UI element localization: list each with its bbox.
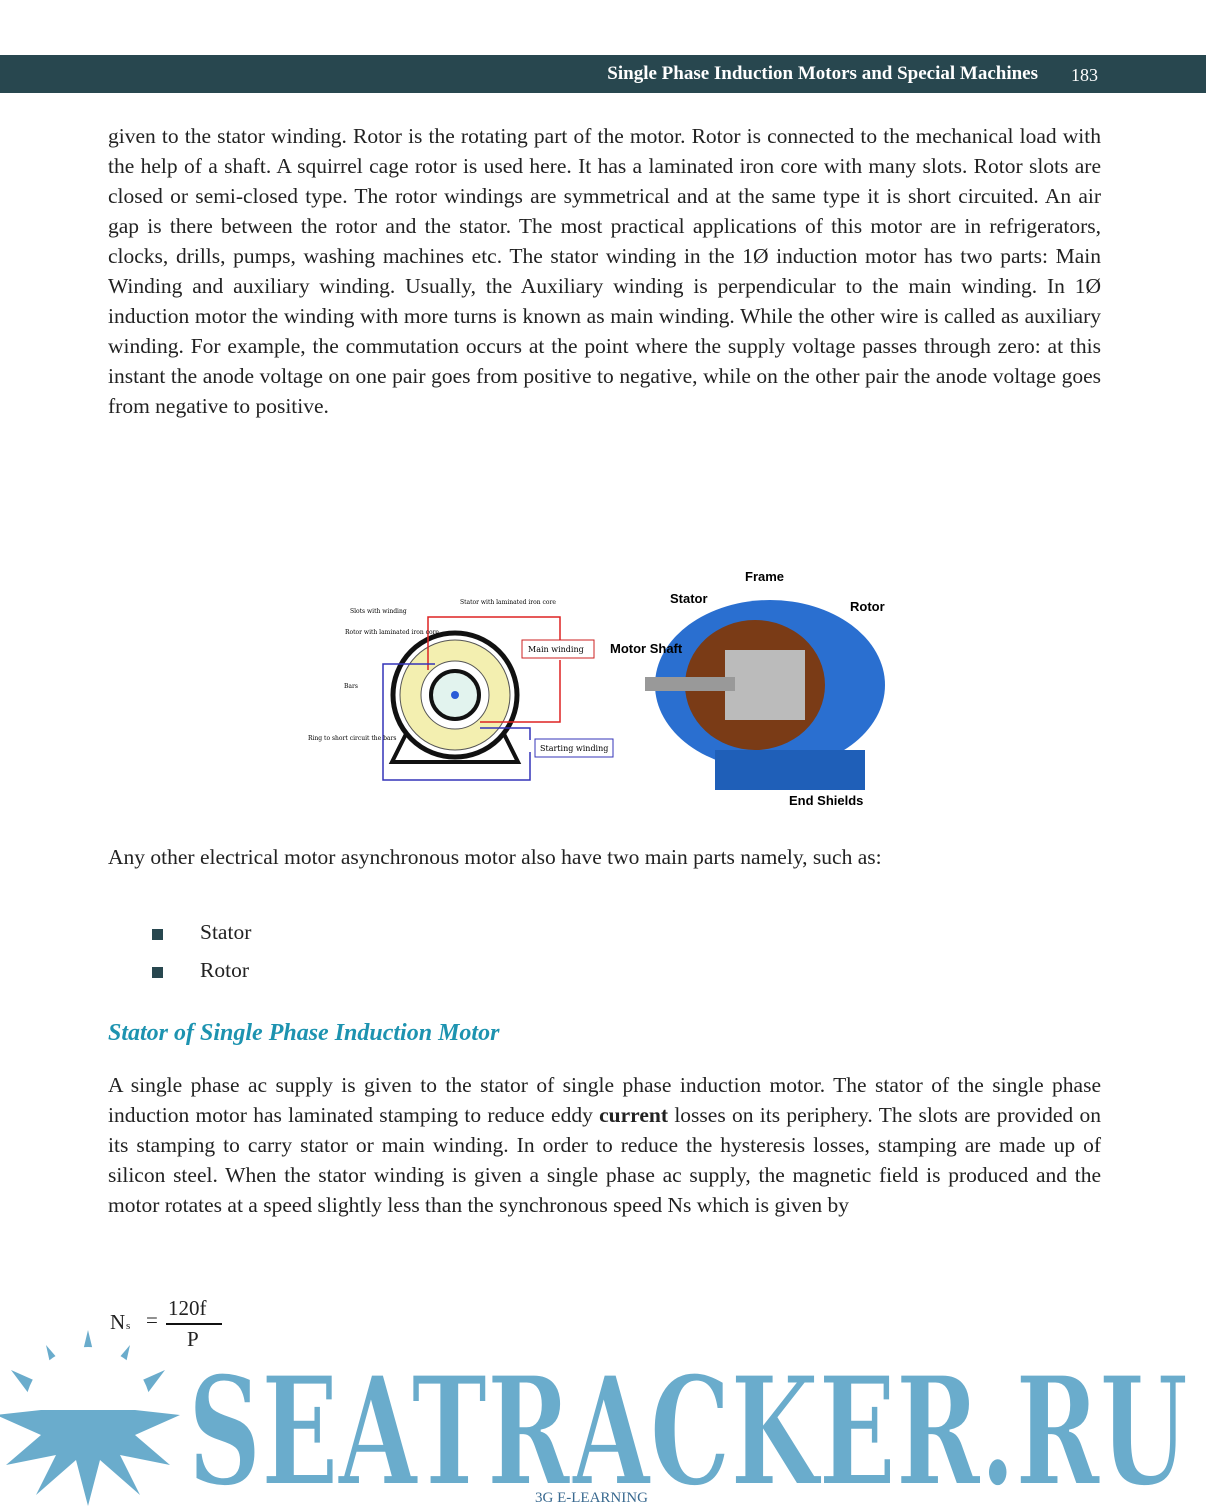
text: A single phase ac supply is given to the stator of single phase induction motor. The stator of the single phase induction motor has laminated stamping to reduce eddy xyxy=(108,1073,1101,1127)
body-paragraph xyxy=(108,1070,1101,1220)
rotor-label: Rotor with laminated iron core xyxy=(345,629,439,636)
main-winding-label: Main winding xyxy=(528,645,584,654)
frame-label: Frame xyxy=(745,569,785,584)
bullet-item xyxy=(152,958,249,983)
end-shields-label: End Shields xyxy=(789,793,864,808)
elearning-logo-text: 3G E-LEARNING xyxy=(535,1490,648,1506)
stator-label: Stator with laminated iron core xyxy=(460,599,556,606)
formula-equals: = xyxy=(146,1308,158,1332)
starting-winding-label: Starting winding xyxy=(540,744,609,753)
section-heading: Stator of Single Phase Induction Motor xyxy=(108,1020,500,1046)
text: losses on its periphery. The slots are provided on its stamping to carry stator or main winding. In order to reduce the hysteresis losses, stamping are made up of silicon steel. When the stator winding is given a single phase ac supply, the magnetic field is produced and the motor rotates at a speed slightly less than the synchronous speed Ns which is given by xyxy=(108,1103,1101,1217)
header-title: Single Phase Induction Motors and Special Machines xyxy=(607,63,1038,84)
bullet-text: Stator xyxy=(200,920,252,944)
stator-photo-label: Stator xyxy=(670,591,708,606)
page-header xyxy=(0,55,1206,93)
body-paragraph: given to the stator winding. Rotor is the rotating part of the motor. Rotor is connected to the mechanical load with the help of a shaft. A squirrel cage rotor is used here. It has a laminated iron core with many slots. Rotor slots are closed or semi-closed type. The rotor windings are symmetrical and at the same type it is short circuited. An air gap is there between the rotor and the stator. The most practical applications of this motor are in refrigerators, clocks, drills, pumps, washing machines etc. The stator winding in the 1Ø induction motor has two parts: Main Winding and auxiliary winding. Usually, the Auxiliary winding is perpendicular to the main winding. In 1Ø induction motor the winding with more turns is known as main winding. While the other wire is called as auxiliary winding. For example, the commutation occurs at the point where the supply voltage passes through zero: at this instant the anode voltage on one pair goes from positive to negative, while on the other pair the anode voltage goes from negative to positive. xyxy=(108,124,1101,418)
induction-motor-diagram xyxy=(300,590,620,790)
bullet-item xyxy=(152,920,251,945)
formula-subscript: s xyxy=(126,1320,131,1332)
bullet-icon xyxy=(152,967,163,978)
bold-text: current xyxy=(599,1103,668,1127)
page-number: 183 xyxy=(1071,65,1098,85)
formula-denominator: P xyxy=(187,1327,199,1351)
sun-logo-icon xyxy=(0,1330,180,1506)
watermark xyxy=(0,1316,1206,1506)
shaft-label: Motor Shaft xyxy=(610,641,683,656)
formula-lhs: N xyxy=(110,1310,126,1334)
bullet-icon xyxy=(152,929,163,940)
watermark-text: SEATRACKER.RU xyxy=(188,1344,1188,1506)
rotor-photo-label: Rotor xyxy=(850,599,885,614)
ring-label: Ring to short circuit the bars xyxy=(308,735,397,742)
bars-label: Bars xyxy=(344,683,358,690)
motor-cutaway-photo xyxy=(605,565,895,810)
formula-numerator: 120f xyxy=(168,1296,207,1320)
slots-label: Slots with winding xyxy=(350,608,407,615)
bullet-text: Rotor xyxy=(200,958,249,982)
body-paragraph: Any other electrical motor asynchronous motor also have two main parts namely, such as: xyxy=(108,845,882,869)
